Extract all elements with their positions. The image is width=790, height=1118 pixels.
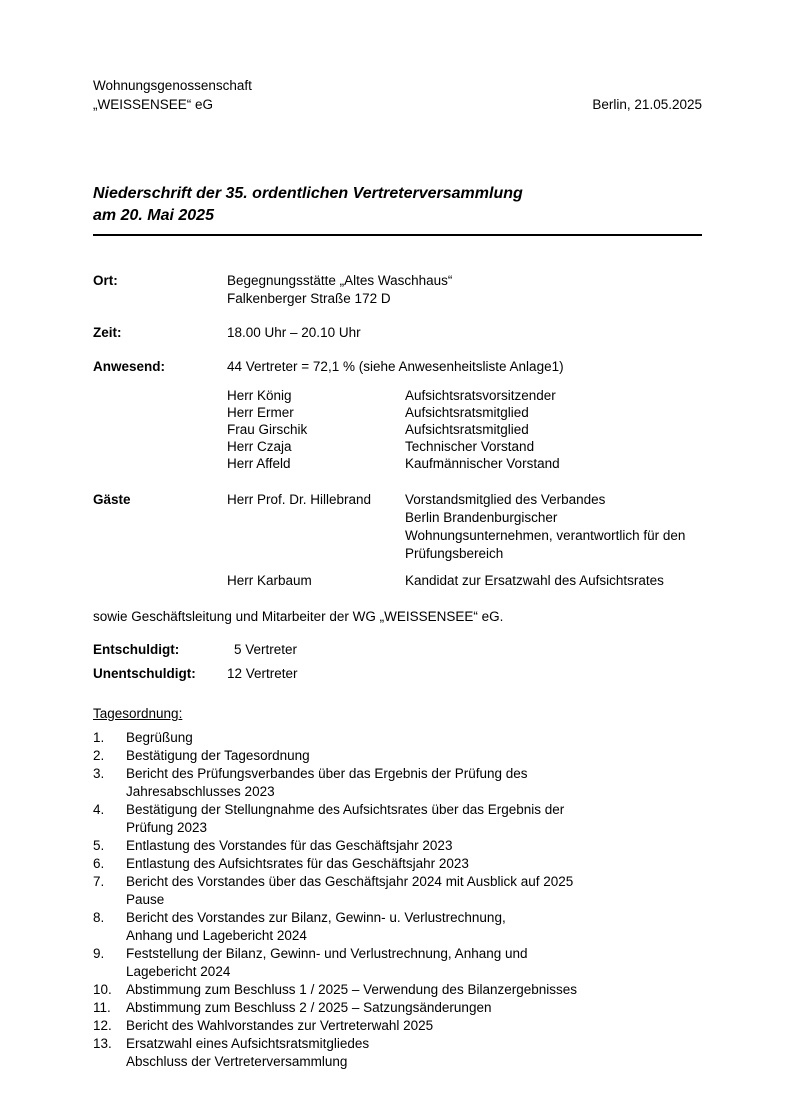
time-row	[93, 324, 702, 342]
agenda-item-number: 9.	[93, 946, 105, 961]
attendee-row	[227, 438, 702, 455]
agenda-item	[93, 909, 702, 945]
agenda-item-number: 10.	[93, 982, 112, 997]
location-value	[227, 272, 702, 308]
agenda-item-text: Feststellung der Bilanz, Gewinn- und Verlustrechnung, Anhang und	[126, 946, 528, 961]
attendance-label: Anwesend:	[93, 359, 166, 374]
agenda-heading: Tagesordnung:	[93, 706, 183, 721]
agenda-item-number: 8.	[93, 910, 105, 925]
attendee-name: Herr König	[227, 388, 292, 403]
agenda-item-text: Entlastung des Vorstandes für das Geschäftsjahr 2023	[126, 838, 453, 853]
agenda-item	[93, 855, 702, 873]
guests-label: Gäste	[93, 492, 131, 507]
agenda-item-text: Lagebericht 2024	[126, 964, 231, 979]
title-line1: Niederschrift der 35. ordentlichen Vertreterversammlung	[93, 185, 523, 202]
attendee-role: Technischer Vorstand	[405, 439, 535, 454]
guest-section	[93, 491, 702, 563]
agenda-item	[93, 1035, 702, 1071]
agenda-item-number: 11.	[93, 1000, 111, 1015]
agenda-item-number: 13.	[93, 1036, 112, 1051]
document-header	[93, 76, 702, 114]
staff-note: sowie Geschäftsleitung und Mitarbeiter der WG „WEISSENSEE“ eG.	[93, 609, 504, 624]
guest-label-spacer	[93, 572, 227, 590]
time-value: 18.00 Uhr – 20.10 Uhr	[227, 325, 361, 340]
attendance-value: 44 Vertreter = 72,1 % (siehe Anwesenheitsliste Anlage1)	[227, 359, 564, 374]
location-label: Ort:	[93, 273, 118, 288]
guest-role-line2: Berlin Brandenburgischer	[405, 510, 558, 525]
title-line2: am 20. Mai 2025	[93, 207, 214, 224]
meeting-meta	[93, 272, 702, 376]
agenda-item-text: Jahresabschlusses 2023	[126, 784, 275, 799]
agenda-item-text: Abstimmung zum Beschluss 1 / 2025 – Verwendung des Bilanzergebnisses	[126, 982, 578, 997]
agenda-item-text: Bericht des Vorstandes über das Geschäftsjahr 2024 mit Ausblick auf 2025	[126, 874, 574, 889]
agenda-item-number: 5.	[93, 838, 105, 853]
agenda-item-number: 2.	[93, 748, 105, 763]
attendee-list	[227, 387, 702, 472]
agenda-item	[93, 1017, 702, 1035]
agenda-item-text: Abstimmung zum Beschluss 2 / 2025 – Satzungsänderungen	[126, 1000, 492, 1015]
location-line2: Falkenberger Straße 172 D	[227, 291, 391, 306]
guest-role	[405, 491, 702, 563]
agenda-item-text: Ersatzwahl eines Aufsichtsratsmitgliedes	[126, 1036, 370, 1051]
agenda-item	[93, 999, 702, 1017]
agenda-item-text: Bericht des Prüfungsverbandes über das Ergebnis der Prüfung des	[126, 766, 528, 781]
unexcused-row	[93, 665, 702, 683]
attendee-row	[227, 404, 702, 421]
agenda-item-text: Bestätigung der Stellungnahme des Aufsichtsrates über das Ergebnis der	[126, 802, 565, 817]
guest-name: Herr Prof. Dr. Hillebrand	[227, 492, 372, 507]
attendee-row	[227, 455, 702, 472]
location-line1: Begegnungsstätte „Altes Waschhaus“	[227, 273, 453, 288]
guest-role-line3: Wohnungsunternehmen, verantwortlich für den	[405, 528, 686, 543]
agenda-item-number: 6.	[93, 856, 105, 871]
guest-role: Kandidat zur Ersatzwahl des Aufsichtsrates	[405, 573, 664, 588]
attendance-row	[93, 358, 702, 376]
agenda-item-text: Bericht des Wahlvorstandes zur Vertreterwahl 2025	[126, 1018, 434, 1033]
guest-role-line1: Vorstandsmitglied des Verbandes	[405, 492, 606, 507]
agenda-item-number: 7.	[93, 874, 105, 889]
agenda-item-number: 12.	[93, 1018, 112, 1033]
unexcused-value: 12 Vertreter	[227, 666, 298, 681]
agenda-item-text: Begrüßung	[126, 730, 193, 745]
attendee-name: Herr Czaja	[227, 439, 292, 454]
agenda-item	[93, 837, 702, 855]
attendee-role: Aufsichtsratsvorsitzender	[405, 388, 556, 403]
attendee-role: Aufsichtsratsmitglied	[405, 422, 529, 437]
org-name-line1: Wohnungsgenossenschaft	[93, 78, 252, 93]
attendee-role: Aufsichtsratsmitglied	[405, 405, 529, 420]
agenda-item-text: Abschluss der Vertreterversammlung	[126, 1054, 348, 1069]
agenda-item-text: Prüfung 2023	[126, 820, 208, 835]
attendee-name: Herr Affeld	[227, 456, 291, 471]
guest-role-line4: Prüfungsbereich	[405, 546, 504, 561]
place-date: Berlin, 21.05.2025	[592, 97, 702, 112]
time-label: Zeit:	[93, 325, 122, 340]
agenda-item	[93, 873, 702, 909]
agenda-item	[93, 945, 702, 981]
agenda-item	[93, 981, 702, 999]
agenda-item-number: 4.	[93, 802, 105, 817]
document-title	[93, 183, 702, 236]
agenda-item-text: Pause	[126, 892, 165, 907]
attendee-name: Herr Ermer	[227, 405, 294, 420]
agenda-item	[93, 747, 702, 765]
agenda-list	[93, 729, 702, 1071]
agenda-item-text: Entlastung des Aufsichtsrates für das Geschäftsjahr 2023	[126, 856, 469, 871]
attendee-row	[227, 387, 702, 404]
agenda-item	[93, 801, 702, 837]
unexcused-label: Unentschuldigt:	[93, 666, 196, 681]
agenda-item-number: 1.	[93, 730, 105, 745]
attendee-row	[227, 421, 702, 438]
agenda-item	[93, 765, 702, 801]
agenda-item-text: Anhang und Lagebericht 2024	[126, 928, 307, 943]
attendee-role: Kaufmännischer Vorstand	[405, 456, 560, 471]
org-name-line2: „WEISSENSEE“ eG	[93, 97, 214, 112]
agenda-item-text: Bericht des Vorstandes zur Bilanz, Gewinn- u. Verlustrechnung,	[126, 910, 506, 925]
guest-name: Herr Karbaum	[227, 573, 312, 588]
excused-row	[93, 641, 702, 659]
excused-value: 5 Vertreter	[234, 642, 298, 657]
agenda-item	[93, 729, 702, 747]
guest-row	[93, 572, 702, 590]
excused-label: Entschuldigt:	[93, 642, 180, 657]
agenda-item-number: 3.	[93, 766, 105, 781]
location-row	[93, 272, 702, 308]
organization-name	[93, 76, 252, 114]
agenda-item-text: Bestätigung der Tagesordnung	[126, 748, 310, 763]
attendee-name: Frau Girschik	[227, 422, 308, 437]
